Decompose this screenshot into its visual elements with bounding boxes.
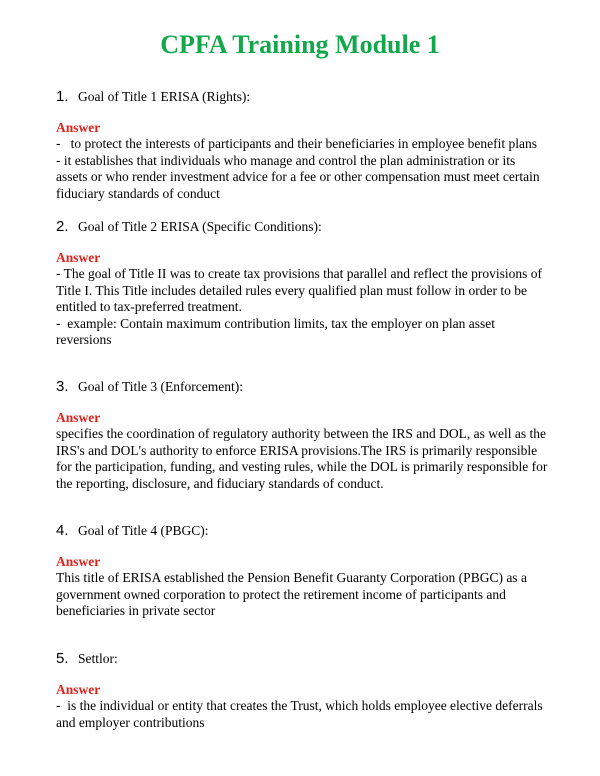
answer-line: - it establishes that individuals who manage and control the plan administration or its <box>56 152 516 168</box>
answer-label: Answer <box>56 410 101 425</box>
question-number: 4. <box>56 522 69 539</box>
question-3 <box>56 378 556 396</box>
question-text: Goal of Title 1 ERISA (Rights): <box>78 89 251 104</box>
question-2 <box>56 218 556 236</box>
answer-line: - The goal of Title II was to create tax provisions that parallel and reflect the provisions of <box>56 266 542 281</box>
question-5 <box>56 650 556 668</box>
question-number: 1. <box>56 88 69 105</box>
answer-line: assets or who render investment advice for a fee or other compensation must meet certain <box>56 169 540 184</box>
qa-item-2 <box>56 218 556 349</box>
answer-label: Answer <box>56 250 101 265</box>
answer-line: - is the individual or entity that creates the Trust, which holds employee elective deferrals <box>56 698 543 713</box>
answer-line: and employer contributions <box>56 714 205 730</box>
question-number: 2. <box>56 218 69 235</box>
answer-label: Answer <box>56 682 101 697</box>
qa-item-3 <box>56 378 556 492</box>
question-text: Settlor: <box>78 651 118 666</box>
answer-line: specifies the coordination of regulatory authority between the IRS and DOL, as well as the <box>56 426 546 441</box>
answer-line: reversions <box>56 332 112 347</box>
question-number: 3. <box>56 378 69 395</box>
qa-item-1 <box>56 88 556 202</box>
question-4 <box>56 522 556 540</box>
answer-line: beneficiaries in private sector <box>56 603 216 618</box>
answer-line: - to protect the interests of participants and their beneficiaries in employee benefit plans <box>56 136 537 151</box>
answer-line: for the participation, funding, and vesting rules, while the DOL is primarily responsible for <box>56 459 548 474</box>
page-title: CPFA Training Module 1 <box>160 30 440 59</box>
answer-label: Answer <box>56 554 101 569</box>
answer-line: - example: Contain maximum contribution limits, tax the employer on plan asset <box>56 315 496 331</box>
question-1 <box>56 88 556 106</box>
qa-item-5 <box>56 650 556 731</box>
answer-line: Title I. This Title includes detailed rules every qualified plan must follow in order to be <box>56 282 527 298</box>
answer-line: fiduciary standards of conduct <box>56 185 220 201</box>
question-text: Goal of Title 2 ERISA (Specific Conditions): <box>78 219 322 234</box>
answer-line: IRS's and DOL's authority to enforce ERISA provisions.The IRS is primarily responsible <box>56 442 538 458</box>
answer-line: government owned corporation to protect the retirement income of participants and <box>56 586 506 602</box>
question-number: 5. <box>56 650 69 667</box>
answer-line: This title of ERISA established the Pension Benefit Guaranty Corporation (PBGC) as a <box>56 570 527 585</box>
answer-line: entitled to tax-preferred treatment. <box>56 299 242 314</box>
answer-line: the reporting, disclosure, and fiduciary standards of conduct. <box>56 475 384 491</box>
answer-label: Answer <box>56 120 101 135</box>
question-text: Goal of Title 4 (PBGC): <box>78 523 209 538</box>
qa-item-4 <box>56 522 556 620</box>
question-text: Goal of Title 3 (Enforcement): <box>78 379 243 394</box>
